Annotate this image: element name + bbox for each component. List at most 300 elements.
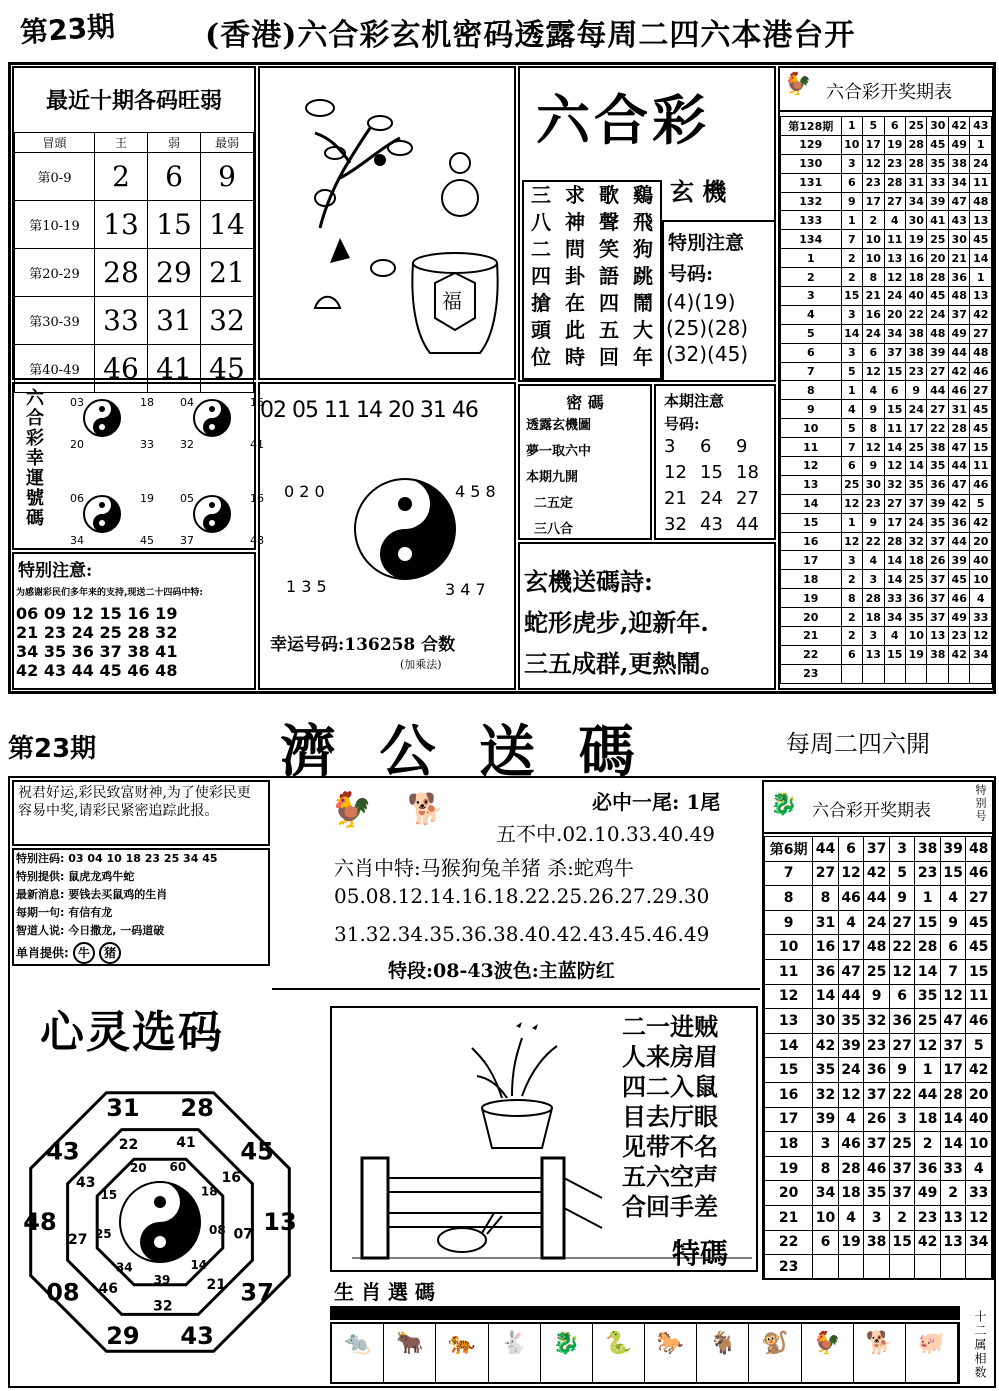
stats-table (14, 132, 254, 393)
history-number: 7 (841, 230, 862, 249)
history-number: 23 (948, 627, 969, 646)
history-number: 46 (970, 362, 992, 381)
poem2-line: 四二入鼠 (622, 1072, 718, 1101)
history-period: 131 (781, 173, 842, 192)
history-number: 35 (813, 1058, 839, 1083)
history-number: 10 (841, 135, 862, 154)
wishes-box (12, 780, 270, 846)
history-number (863, 664, 884, 683)
riddle-column (592, 182, 626, 378)
history-number: 17 (863, 135, 884, 154)
this-period-number: 44 (736, 514, 759, 535)
history-period: 7 (765, 861, 813, 886)
riddle-char: 問 (565, 237, 585, 261)
taiji-left-numbers: 0 2 0 (284, 482, 325, 501)
history-number: 47 (948, 438, 969, 457)
poem2-line: 见带不名 (622, 1132, 718, 1161)
stats-row-label: 第0-9 (15, 153, 95, 201)
history-number: 27 (884, 192, 905, 211)
history-row (781, 664, 992, 683)
this-period-number: 43 (700, 514, 723, 535)
single-zodiac-label: 单肖提供: (16, 946, 69, 960)
history-period: 22 (765, 1230, 813, 1255)
history-number: 49 (948, 135, 969, 154)
history-number: 25 (841, 475, 862, 494)
history-number: 24 (970, 154, 992, 173)
history-number: 7 (841, 438, 862, 457)
history-number: 44 (948, 457, 969, 476)
history-period: 19 (765, 1156, 813, 1181)
history-period: 12 (781, 457, 842, 476)
predict-area (272, 780, 760, 990)
zodiac-animal-icon: 🐅 (436, 1324, 488, 1382)
history-number: 4 (841, 400, 862, 419)
history-number: 24 (863, 324, 884, 343)
history2-title: 六合彩开奖期表 (812, 801, 931, 821)
info-line: 每期一句: 有信有龙 (16, 906, 113, 919)
history-number: 13 (940, 1230, 966, 1255)
history-number: 14 (884, 551, 905, 570)
history-number: 34 (884, 608, 905, 627)
history-number: 6 (884, 381, 905, 400)
history-number: 44 (915, 1082, 941, 1107)
history-number: 45 (948, 570, 969, 589)
history-number: 11 (966, 984, 992, 1009)
lucky-label: 六合彩幸運號碼 (23, 388, 44, 528)
history-number: 18 (906, 268, 927, 287)
single-zodiac (16, 942, 268, 964)
history-period: 21 (765, 1205, 813, 1230)
history-number: 21 (863, 287, 884, 306)
five-miss: 五不中.02.10.33.40.49 (496, 822, 716, 846)
logo-sub: 玄 機 (670, 178, 727, 206)
history-number: 45 (970, 419, 992, 438)
attention-title: 特別注意 (668, 232, 745, 254)
bagua-middle-number: 16 (221, 1170, 241, 1187)
history-period: 第6期 (765, 837, 813, 862)
history-number: 25 (906, 117, 927, 136)
bagua-inner-number: 34 (115, 1260, 133, 1275)
history-number: 45 (970, 230, 992, 249)
history-row (781, 457, 992, 476)
stats-row (15, 297, 254, 345)
history-number (915, 1255, 941, 1280)
history-number: 9 (889, 886, 915, 911)
history-row (781, 400, 992, 419)
history-number: 36 (915, 1156, 941, 1181)
bagua-outer-number: 08 (46, 1278, 80, 1307)
history-number: 23 (915, 861, 941, 886)
history-number: 42 (970, 305, 992, 324)
riddle-char: 位 (531, 345, 551, 369)
history-number: 14 (906, 457, 927, 476)
history-number: 17 (884, 513, 905, 532)
taiji-symbol (350, 474, 460, 584)
history-number: 9 (864, 984, 890, 1009)
history-number: 48 (966, 837, 992, 862)
stats-value: 45 (201, 345, 254, 393)
lucky-number: 05 (180, 492, 194, 505)
history-number: 32 (884, 475, 905, 494)
zodiac-select-label: 生 肖 選 碼 (334, 1280, 435, 1304)
history-number: 34 (970, 645, 992, 664)
history-number: 48 (927, 324, 948, 343)
history-number: 35 (915, 984, 941, 1009)
history-number: 42 (966, 1058, 992, 1083)
bagua-outer-number: 43 (180, 1322, 214, 1351)
history-number: 27 (966, 886, 992, 911)
history-period: 16 (781, 532, 842, 551)
riddle-char: 求 (565, 183, 585, 207)
scene-box (330, 1006, 758, 1272)
history-number: 48 (970, 192, 992, 211)
history-number: 32 (864, 1009, 890, 1034)
svg-text:福: 福 (442, 289, 462, 313)
history-number: 28 (863, 589, 884, 608)
this-period-number: 27 (736, 488, 759, 509)
riddle-char: 笑 (599, 237, 619, 261)
history-row (765, 1107, 992, 1132)
history-period: 1 (781, 249, 842, 268)
history-period: 10 (781, 419, 842, 438)
history-number: 13 (970, 287, 992, 306)
history-row (765, 935, 992, 960)
zodiac-animal-icon: 🐍 (593, 1324, 645, 1382)
history-number: 23 (864, 1033, 890, 1058)
six-zodiac: 六肖中特:马猴狗兔羊猪 杀:蛇鸡牛 (334, 856, 634, 880)
history-number: 41 (927, 211, 948, 230)
history-number: 20 (927, 249, 948, 268)
riddle-char: 此 (565, 318, 585, 342)
history-number: 5 (841, 362, 862, 381)
history-number: 4 (884, 627, 905, 646)
history1-box (778, 66, 994, 690)
taiji-top-numbers: 02 05 11 14 20 31 46 (260, 398, 478, 423)
history-number: 6 (889, 984, 915, 1009)
issue-label: 第23期 (19, 9, 117, 50)
history-number: 21 (948, 249, 969, 268)
illustration-box (258, 66, 516, 380)
history-number: 42 (970, 513, 992, 532)
history-row (781, 154, 992, 173)
history-number: 15 (884, 400, 905, 419)
history-number: 40 (906, 287, 927, 306)
history-row (781, 249, 992, 268)
history-number: 10 (966, 1132, 992, 1157)
history-number: 35 (927, 154, 948, 173)
history-number: 12 (889, 959, 915, 984)
bagua-outer-number: 45 (240, 1137, 274, 1166)
riddle-column (626, 182, 660, 378)
attention-box (662, 220, 774, 380)
history-number: 28 (884, 532, 905, 551)
bagua-middle-number: 21 (206, 1277, 226, 1294)
history-number: 38 (906, 343, 927, 362)
history-number: 5 (841, 419, 862, 438)
history-number: 28 (927, 268, 948, 287)
history-number: 48 (864, 935, 890, 960)
bagua-inner-number: 60 (169, 1159, 187, 1174)
password-line: 三八合 (534, 522, 574, 537)
history-row (781, 192, 992, 211)
history-row (765, 1205, 992, 1230)
history-row (781, 135, 992, 154)
history-period: 17 (765, 1107, 813, 1132)
bagua-outer-number: 37 (240, 1278, 274, 1307)
history-number: 27 (813, 861, 839, 886)
history2-side: 特别号 (974, 784, 987, 823)
history-period: 134 (781, 230, 842, 249)
bagua-inner-number: 39 (153, 1273, 171, 1287)
history-number: 10 (863, 249, 884, 268)
history-row (781, 287, 992, 306)
history-number: 46 (970, 475, 992, 494)
history-number: 46 (966, 861, 992, 886)
this-period-row (656, 512, 774, 538)
history-number: 15 (940, 861, 966, 886)
bird-icon: 🐓 (784, 72, 812, 97)
riddle-char: 四 (531, 264, 551, 288)
history-number: 35 (864, 1181, 890, 1206)
stats-row-label: 第20-29 (15, 249, 95, 297)
history-number: 5 (970, 494, 992, 513)
history-number: 6 (863, 343, 884, 362)
history-period: 14 (765, 1033, 813, 1058)
info-line: 特别提供: 鼠虎龙鸡牛蛇 (16, 870, 135, 883)
history-number: 33 (966, 1181, 992, 1206)
poem2-line: 二一进贼 (622, 1012, 718, 1041)
history-number: 37 (864, 837, 890, 862)
lucky-number: 32 (180, 438, 194, 451)
history-period: 22 (781, 645, 842, 664)
history-number: 12 (940, 984, 966, 1009)
riddle-char: 二 (531, 237, 551, 261)
history-number: 46 (948, 381, 969, 400)
history-number: 20 (884, 305, 905, 324)
history-number: 5 (863, 117, 884, 136)
history-number: 33 (927, 173, 948, 192)
history-number: 3 (841, 154, 862, 173)
history-number: 27 (889, 1033, 915, 1058)
history-number: 18 (915, 1107, 941, 1132)
history-row (781, 475, 992, 494)
history-number: 16 (813, 935, 839, 960)
history-row (781, 324, 992, 343)
riddle-char: 卦 (565, 264, 585, 288)
history-number: 14 (813, 984, 839, 1009)
history-row (781, 117, 992, 136)
section2-title: 濟 公 送 碼 (280, 719, 647, 785)
history-row (781, 627, 992, 646)
zodiac-strip-bar (330, 1306, 960, 1320)
history-number: 6 (841, 457, 862, 476)
history-number: 38 (948, 154, 969, 173)
history-number: 31 (813, 910, 839, 935)
history-number: 15 (966, 959, 992, 984)
predict-nums-1: 05.08.12.14.16.18.22.25.26.27.29.30 (334, 884, 710, 908)
history-number: 12 (838, 861, 864, 886)
history-period: 2 (781, 268, 842, 287)
attention-line: (4)(19) (666, 290, 736, 314)
stats-value: 6 (148, 153, 201, 201)
history-number (970, 664, 992, 683)
this-period-row (656, 486, 774, 512)
history-number: 44 (948, 343, 969, 362)
zodiac-animal-icon: 🐕 (854, 1324, 906, 1382)
history-number: 15 (841, 287, 862, 306)
history-number: 4 (884, 211, 905, 230)
history-number: 2 (841, 570, 862, 589)
history-period: 13 (765, 1009, 813, 1034)
history-number: 6 (813, 1230, 839, 1255)
taiji-right-numbers: 4 5 8 (455, 482, 496, 501)
riddle-char: 神 (565, 210, 585, 234)
lucky-box (12, 382, 264, 550)
history-number: 14 (841, 324, 862, 343)
this-period-box (654, 384, 776, 540)
riddle-column (558, 182, 592, 378)
stats-value: 32 (201, 297, 254, 345)
history-number: 17 (906, 419, 927, 438)
history-row (765, 1058, 992, 1083)
riddle-char: 時 (565, 345, 585, 369)
poem2-line: 合回手差 (622, 1192, 718, 1221)
history-number (841, 664, 862, 683)
riddle-char: 三 (531, 183, 551, 207)
history-period: 23 (765, 1255, 813, 1280)
special-note-row: 06 09 12 15 16 19 (16, 604, 178, 623)
history-number: 25 (889, 1132, 915, 1157)
bagua-middle-number: 27 (68, 1232, 88, 1249)
this-period-number: 6 (700, 436, 712, 457)
history-number: 35 (906, 475, 927, 494)
history-row (765, 959, 992, 984)
history-number: 6 (940, 935, 966, 960)
stats-value: 14 (201, 201, 254, 249)
history-number: 13 (940, 1205, 966, 1230)
history-number: 25 (915, 1009, 941, 1034)
bagua-middle-number: 41 (176, 1134, 196, 1151)
history-number: 39 (813, 1107, 839, 1132)
poem2-line: 人来房眉 (622, 1042, 718, 1071)
fortune-illustration (260, 68, 514, 378)
riddle-char: 回 (599, 345, 619, 369)
stats-row (15, 153, 254, 201)
history-number: 4 (863, 381, 884, 400)
history-number: 38 (927, 645, 948, 664)
history-number: 36 (948, 268, 969, 287)
history-number: 47 (948, 192, 969, 211)
history-number: 14 (940, 1132, 966, 1157)
info-box (12, 848, 270, 966)
history-number: 36 (889, 1009, 915, 1034)
bagua-middle-number: 43 (76, 1175, 96, 1192)
history-number: 3 (841, 343, 862, 362)
history-number: 36 (948, 513, 969, 532)
taiji-lucky-line: 幸运号码:136258 合数 (270, 635, 456, 655)
riddle-char: 語 (599, 264, 619, 288)
history-number (813, 1255, 839, 1280)
history-number: 46 (838, 1132, 864, 1157)
history-number: 14 (884, 438, 905, 457)
stats-value: 31 (148, 297, 201, 345)
zodiac-animal-icon: 🐀 (332, 1324, 384, 1382)
history-number: 4 (966, 1156, 992, 1181)
history-number: 6 (841, 173, 862, 192)
history-period: 18 (765, 1132, 813, 1157)
history-number: 43 (948, 211, 969, 230)
bagua-outer-number: 28 (180, 1093, 214, 1122)
history-number: 35 (906, 608, 927, 627)
history-period: 13 (781, 475, 842, 494)
history-period: 5 (781, 324, 842, 343)
history-number: 15 (884, 645, 905, 664)
poem-box (518, 542, 776, 690)
history-row (781, 494, 992, 513)
history-number: 27 (889, 910, 915, 935)
history-row (781, 589, 992, 608)
history-number: 38 (927, 438, 948, 457)
history-number: 34 (948, 173, 969, 192)
history-number: 19 (838, 1230, 864, 1255)
history2-header (764, 782, 992, 834)
history-number: 12 (841, 494, 862, 513)
history-number: 28 (838, 1156, 864, 1181)
history-number: 33 (940, 1156, 966, 1181)
history-number: 23 (906, 362, 927, 381)
history-number: 47 (838, 959, 864, 984)
history-number: 42 (948, 117, 969, 136)
history-number: 4 (940, 886, 966, 911)
riddle-char: 鷄 (633, 183, 653, 207)
yin-yang-icon (82, 494, 122, 534)
history-number: 3 (863, 570, 884, 589)
stats-value: 21 (201, 249, 254, 297)
history-number: 25 (864, 959, 890, 984)
stats-header: 最弱 (201, 133, 254, 153)
history-number: 1 (841, 513, 862, 532)
history-number: 32 (906, 532, 927, 551)
history-number: 40 (970, 551, 992, 570)
history-number: 45 (970, 400, 992, 419)
history-row (781, 438, 992, 457)
history-number: 37 (948, 305, 969, 324)
history-number: 42 (948, 645, 969, 664)
history-period: 8 (765, 886, 813, 911)
history-number: 22 (889, 1082, 915, 1107)
bagua-inner-number: 20 (129, 1161, 147, 1176)
history-row (765, 886, 992, 911)
password-line: 二五定 (534, 496, 574, 511)
history-number: 35 (838, 1009, 864, 1034)
history-row (765, 1255, 992, 1280)
history1-title: 六合彩开奖期表 (826, 82, 952, 103)
history-number: 1 (841, 211, 862, 230)
history-period: 132 (781, 192, 842, 211)
info-line: 智道人说: 今日撒龙, 一码道破 (16, 924, 165, 937)
history-number: 2 (841, 627, 862, 646)
stats-row-label: 第10-19 (15, 201, 95, 249)
history-number: 28 (948, 419, 969, 438)
history-number: 37 (864, 1082, 890, 1107)
history-number: 28 (884, 173, 905, 192)
history-period: 19 (781, 589, 842, 608)
history-number: 19 (906, 230, 927, 249)
history-number: 38 (864, 1230, 890, 1255)
history-number: 36 (864, 1058, 890, 1083)
history-number: 44 (838, 984, 864, 1009)
history-number: 12 (863, 154, 884, 173)
